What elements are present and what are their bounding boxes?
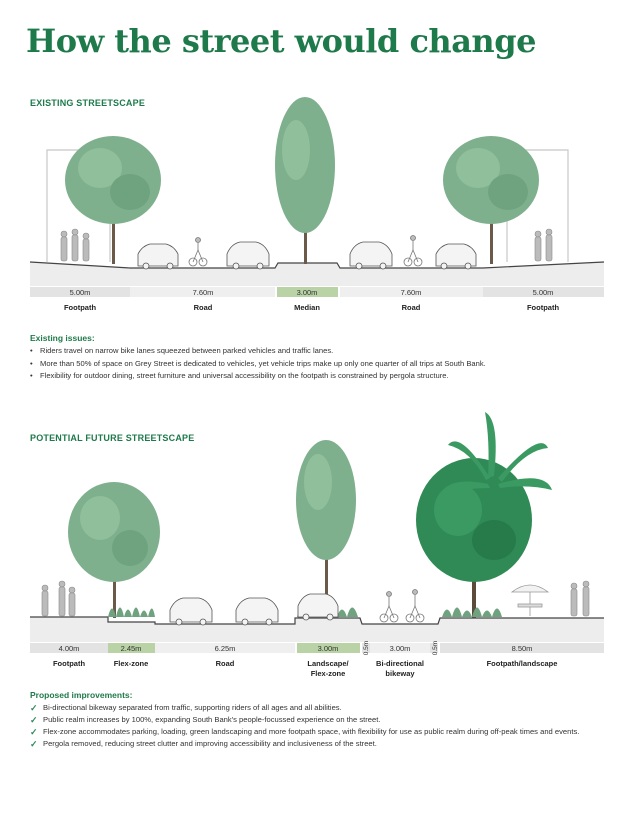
car-1	[138, 244, 178, 269]
zone-label: Road	[215, 659, 235, 668]
proposed-improvements-list	[30, 702, 620, 750]
tree-median	[275, 97, 335, 264]
pedestrians-left	[42, 581, 75, 616]
zone-label: Flex-zone	[113, 659, 149, 668]
zone-label: Road	[193, 303, 213, 312]
pedestrians-right	[535, 229, 552, 261]
umbrella-dining	[512, 585, 548, 616]
car-4	[436, 244, 476, 269]
zone-label: Flex-zone	[310, 669, 346, 678]
pedestrians-right	[571, 581, 589, 616]
car-2	[227, 242, 269, 269]
car-2	[236, 598, 278, 625]
future-streetscape-diagram	[0, 410, 634, 685]
car-3	[298, 594, 338, 620]
zone-width: 7.60m	[192, 288, 214, 297]
existing-issues-title: Existing issues:	[30, 333, 95, 343]
zone-label: Footpath	[526, 303, 560, 312]
list-item: • Riders travel on narrow bike lanes squeezed between parked vehicles and traffic lanes.	[30, 345, 620, 358]
zone-label: bikeway	[385, 669, 415, 678]
zone-width: 3.00m	[389, 644, 411, 653]
cyclist-2	[406, 590, 424, 623]
list-item: • More than 50% of space on Grey Street is dedicated to vehicles, yet vehicle trips make up only one quarter of all trips at South Bank.	[30, 358, 620, 371]
pedestrians-left	[61, 229, 89, 261]
car-3	[350, 242, 392, 269]
future-ground	[30, 617, 604, 642]
future-streetscape-heading: POTENTIAL FUTURE STREETSCAPE	[30, 433, 195, 443]
zone-label: Landscape/	[307, 659, 349, 668]
cyclist-1	[380, 592, 398, 623]
zone-label: Road	[401, 303, 421, 312]
zone-label: Median	[294, 303, 320, 312]
zone-width: 5.00m	[69, 288, 91, 297]
zone-width: 7.60m	[400, 288, 422, 297]
zone-width: 3.00m	[317, 644, 339, 653]
zone-width: 8.50m	[511, 644, 533, 653]
existing-issues-list	[30, 345, 620, 383]
zone-width: 3.00m	[296, 288, 318, 297]
existing-streetscape-heading: EXISTING STREETSCAPE	[30, 98, 146, 108]
zone-label: Footpath	[52, 659, 86, 668]
zone-label: Footpath	[63, 303, 97, 312]
proposed-improvements-title: Proposed improvements:	[30, 690, 133, 700]
page-title: How the street would change	[26, 22, 536, 60]
list-item: ✓ Bi-directional bikeway separated from traffic, supporting riders of all ages and all abilities.	[30, 702, 620, 714]
zone-width: 5.00m	[532, 288, 554, 297]
existing-streetscape-diagram	[0, 90, 634, 320]
list-item: ✓ Pergola removed, reducing street clutter and improving accessibility and inclusiveness of the street.	[30, 738, 620, 750]
zone-width-vertical: 0.5m	[363, 640, 370, 656]
zone-width: 6.25m	[214, 644, 236, 653]
existing-ground	[30, 262, 604, 286]
zone-width: 4.00m	[58, 644, 80, 653]
list-item: ✓ Public realm increases by 100%, expanding South Bank's people-focussed experience on the street.	[30, 714, 620, 726]
zone-width-vertical: 0.5m	[432, 640, 439, 656]
zone-width: 2.45m	[120, 644, 142, 653]
cyclist-left	[189, 238, 207, 267]
list-item: ✓ Flex-zone accommodates parking, loading, green landscaping and more footpath space, with flexibility for use as public realm during off-peak times and events.	[30, 726, 620, 738]
tree-landscape	[296, 440, 356, 618]
zone-label: Bi-directional	[376, 659, 424, 668]
list-item: • Flexibility for outdoor dining, street furniture and universal accessibility on the footpath is constrained by pergola structure.	[30, 370, 620, 383]
car-1	[170, 598, 212, 625]
zone-label: Footpath/landscape	[486, 659, 558, 668]
tree-left	[68, 482, 160, 618]
cyclist-right	[404, 236, 422, 267]
